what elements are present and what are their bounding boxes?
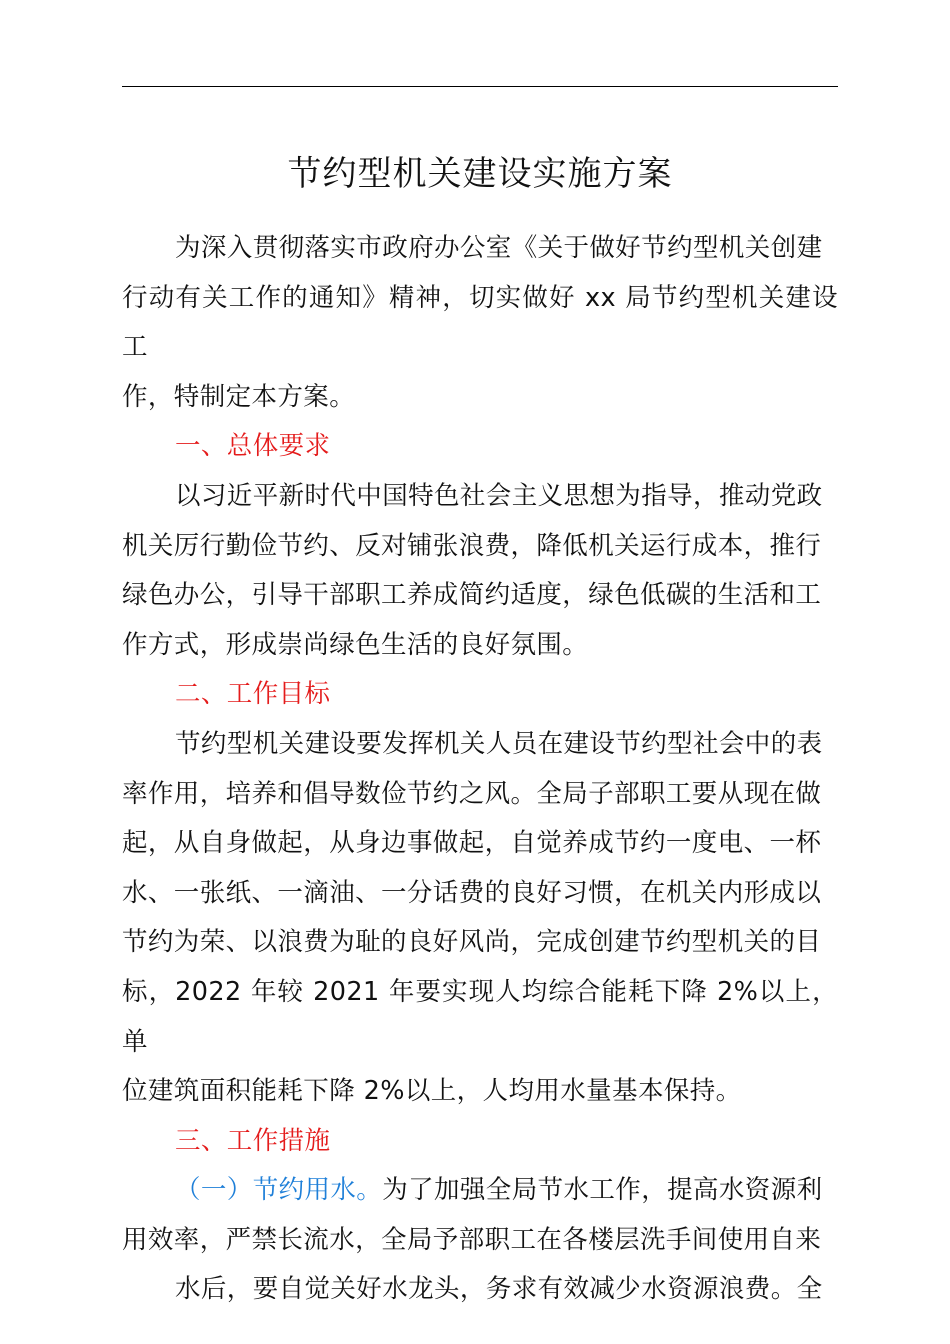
section-3-heading: 三、工作措施 <box>175 1125 331 1156</box>
subsection-1-text: 为了加强全局节水工作，提高水资源利 用效率，严禁长流水，全局予部职工在各楼层洗手间使用自来 <box>122 1175 823 1255</box>
section-2-heading: 二、工作目标 <box>175 679 331 710</box>
document-title: 节约型机关建设实施方案 <box>287 154 673 194</box>
subsection-1-heading: （一）节约用水。 <box>175 1175 383 1206</box>
section-3-continuation: 水后，要自觉关好水龙头，务求有效减少水资源浪费。全 <box>175 1274 823 1305</box>
section-1-heading: 一、总体要求 <box>175 431 331 462</box>
section-2-paragraph: 节约型机关建设要发挥机关人员在建设节约型社会中的表 率作用，培养和倡导数俭节约之风。全局子部职工要从现在做 起，从自身做起，从身边事做起，自觉养成节约一度电、一杯 水、一张纸、一滴油、一分话费的良好习惯，在机关内形成以 节约为荣、以浪费为耻的良好风尚，完成创建节约型机关的目 标，2022 年较 2021 年要实现人均综合能耗下降 2%以上，单 位建筑面积能耗下降 2%以上，人均用水量基本保持。 <box>122 728 838 1107</box>
section-1-paragraph: 以习近平新时代中国特色社会主义思想为指导，推动党政 机关厉行勤俭节约、反对铺张浪费，降低机关运行成本，推行 绿色办公，引导干部职工养成简约适度，绿色低碳的生活和工 作方式，形成崇尚绿色生活的良好氛围。 <box>122 480 823 660</box>
header-rule <box>122 86 838 87</box>
section-3-paragraph <box>122 1166 838 1265</box>
intro-paragraph: 为深入贯彻落实市政府办公室《关于做好节约型机关创建 行动有关工作的通知》精神，切实做好 xx 局节约型机关建设工 作，特制定本方案。 <box>122 233 838 412</box>
document-body <box>122 224 838 1315</box>
